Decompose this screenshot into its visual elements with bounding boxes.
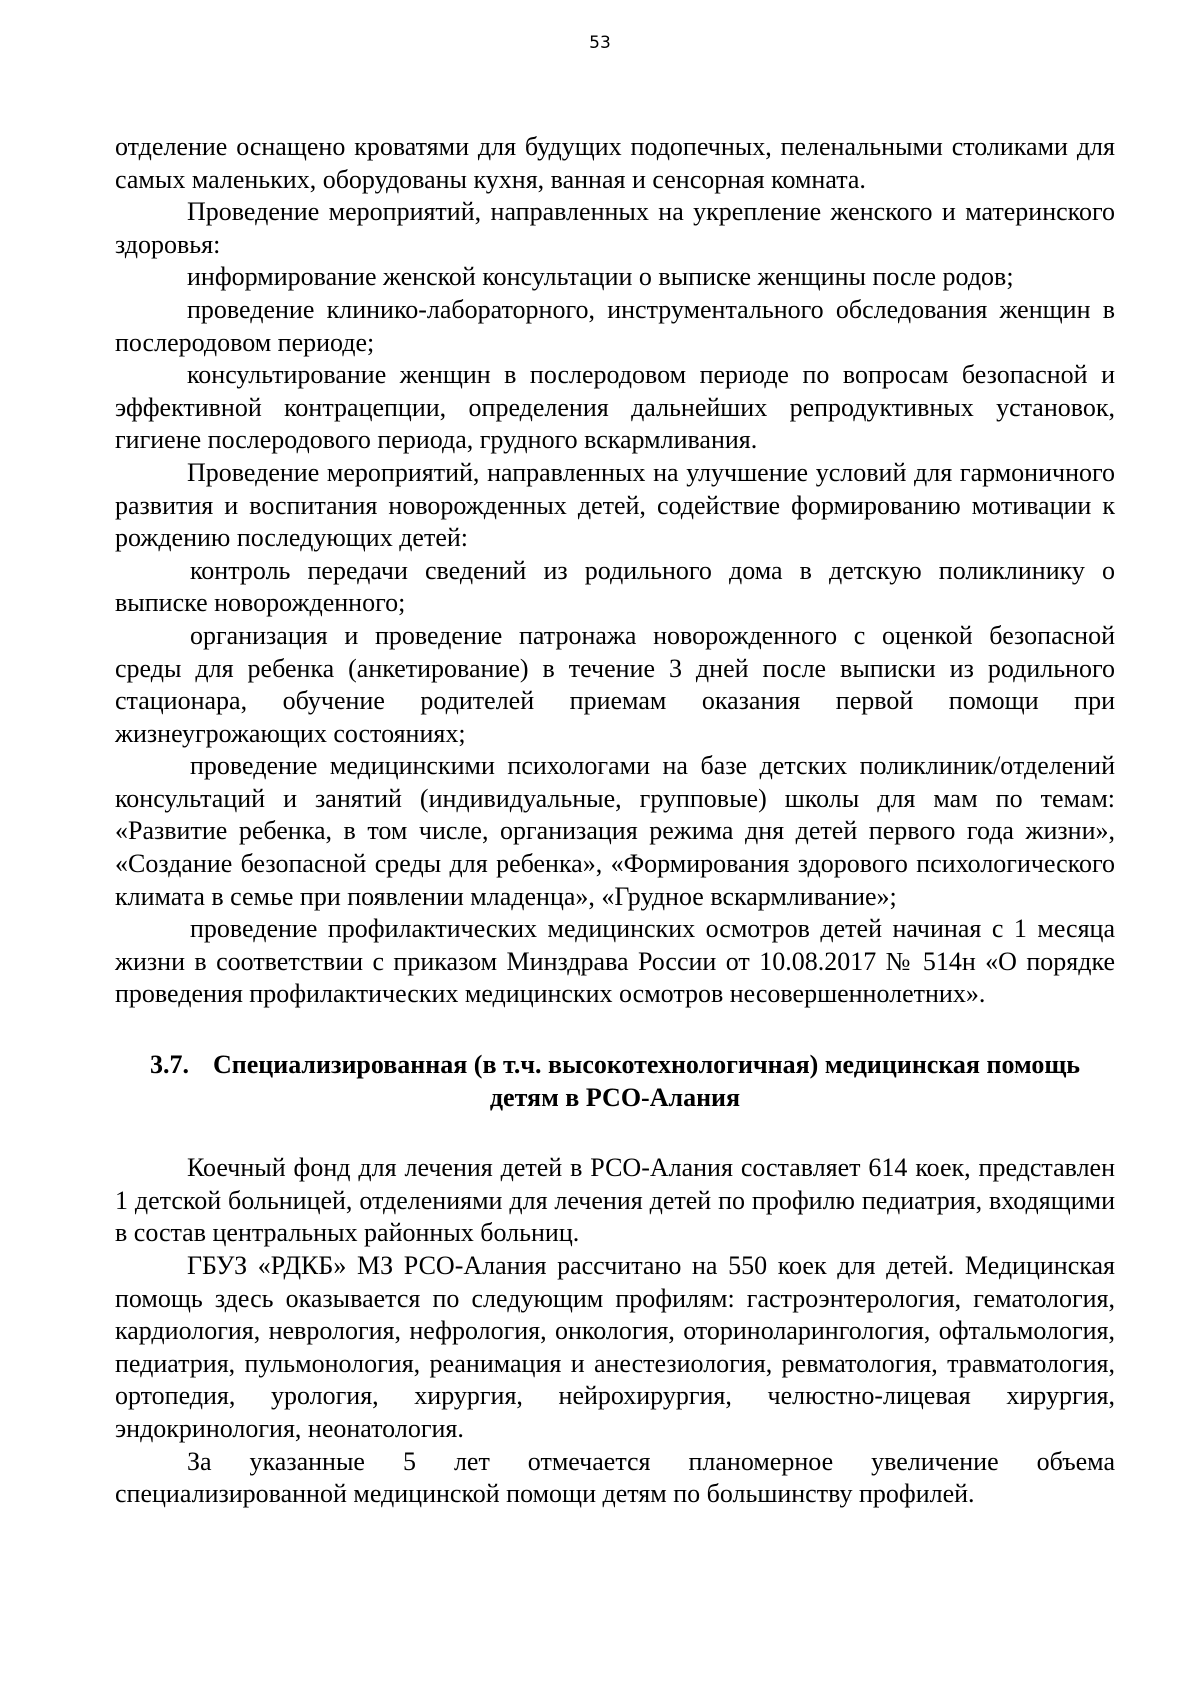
document-body — [115, 131, 1115, 1511]
paragraph-bed-fund: Коечный фонд для лечения детей в РСО-Алания составляет 614 коек, представлен 1 детской больницей, отделениями для лечения детей по профилю педиатрия, входящими в состав центральных районных больниц. — [115, 1153, 1115, 1248]
list-item-psychologists: проведение медицинскими психологами на базе детских поликлиник/отделений консультаций и занятий (индивидуальные, групповые) школы для мам по темам: «Развитие ребенка, в том числе, организация режима дня детей первого года жизни», «Создание безопасной среды для ребенка», «Формирования здорового психологического климата в семье при появлении младенца», «Грудное вскармливание»; — [115, 751, 1115, 911]
list-item-patronage: организация и проведение патронажа новорожденного с оценкой безопасной среды для ребенка (анкетирование) в течение 3 дней после выписки из родильного стационара, обучение родителей приемам оказания первой помощи при жизнеугрожающих состояниях; — [115, 620, 1115, 748]
paragraph-newborn-intro: Проведение мероприятий, направленных на улучшение условий для гармоничного развития и воспитания новорожденных детей, содействие формированию мотивации к рождению последующих детей: — [115, 457, 1115, 553]
section-number: 3.7. — [149, 1050, 189, 1080]
list-item-consulting: консультирование женщин в послеродовом периоде по вопросам безопасной и эффективной контрацепции, определения дальнейших репродуктивных установок, гигиене послеродового периода, грудного вскармливания. — [115, 360, 1115, 455]
paragraph-equipment: отделение оснащено кроватями для будущих подопечных, пеленальными столиками для самых маленьких, оборудованы кухня, ванная и сенсорная комната. — [115, 132, 1115, 194]
paragraph-maternal-health-intro: Проведение мероприятий, направленных на укрепление женского и материнского здоровья: — [115, 197, 1115, 259]
list-item-informing: информирование женской консультации о выписке женщины после родов; — [187, 262, 1014, 292]
paragraph-volume-growth: За указанные 5 лет отмечается планомерное увеличение объема специализированной медицинской помощи детям по большинству профилей. — [115, 1446, 1115, 1509]
page-number: 53 — [589, 33, 611, 53]
paragraph-hospital-profiles: ГБУЗ «РДКБ» МЗ РСО-Алания рассчитано на 550 коек для детей. Медицинская помощь здесь оказывается по следующим профилям: гастроэнтерология, гематология, кардиология, неврология, нефрология, онкология, оториноларингология, офтальмология, педиатрия, пульмонология, реанимация и анестезиология, ревматология, травматология, ортопедия, урология, хирургия, нейрохирургия, челюстно-лицевая хирургия, эндокринология, неонатология. — [115, 1251, 1115, 1443]
section-heading — [115, 1049, 1115, 1114]
section-title: Специализированная (в т.ч. высокотехнологичная) медицинская помощь детям в РСО-Алания — [212, 1050, 1081, 1112]
list-item-control: контроль передачи сведений из родильного дома в детскую поликлинику о выписке новорожденного; — [115, 555, 1115, 618]
list-item-checkups: проведение профилактических медицинских осмотров детей начиная с 1 месяца жизни в соответствии с приказом Минздрава России от 10.08.2017 № 514н «О порядке проведения профилактических медицинских осмотров несовершеннолетних». — [115, 914, 1115, 1009]
list-item-examination: проведение клинико-лабораторного, инструментального обследования женщин в послеродовом периоде; — [115, 294, 1115, 357]
